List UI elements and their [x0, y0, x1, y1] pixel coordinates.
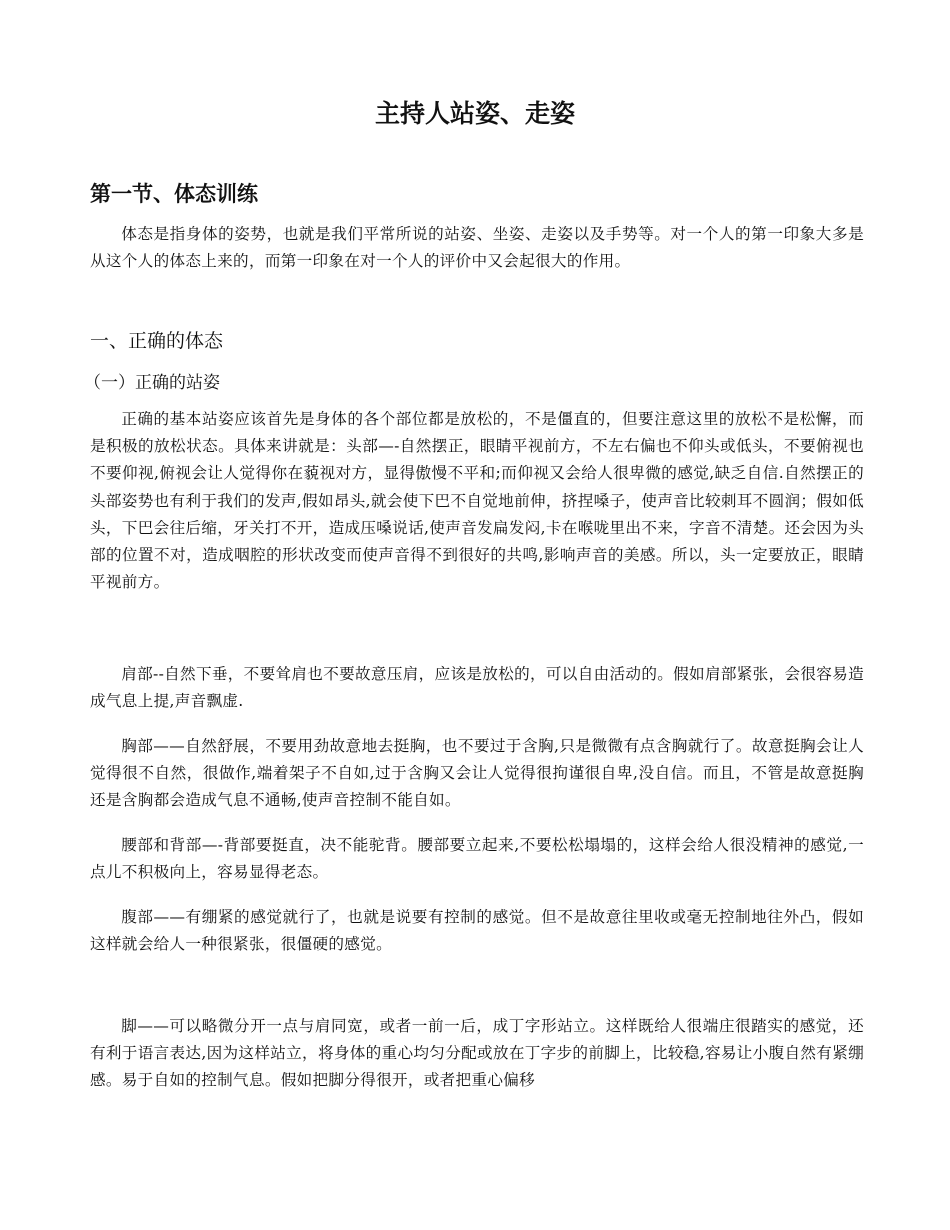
paragraph-shoulder: 肩部--自然下垂，不要耸肩也不要故意压肩，应该是放松的，可以自由活动的。假如肩部紧张，会很容易造成气息上提,声音飘虚. — [90, 665, 864, 711]
paragraph-head: 正确的基本站姿应该首先是身体的各个部位都是放松的，不是僵直的，但要注意这里的放松不是松懈，而是积极的放松状态。具体来讲就是：头部—-自然摆正，眼睛平视前方，不左右偏也不仰头或低头，不要俯视也不要仰视,俯视会让人觉得你在藐视对方，显得傲慢不平和;而仰视又会给人很卑微的感觉,缺乏自信.自然摆正的头部姿势也有利于我们的发声,假如昂头,就会使下巴不自觉地前伸，挤捏嗓子，使声音比较刺耳不圆润；假如低头，下巴会往后缩，牙关打不开，造成压嗓说话,使声音发扁发闷,卡在喉咙里出不来，字音不清楚。还会因为头部的位置不对，造成咽腔的形状改变而使声音得不到很好的共鸣,影响声音的美感。所以，头一定要放正，眼睛平视前方。 — [90, 410, 864, 592]
sub-subsection-heading: （一）正确的站姿 — [84, 373, 220, 393]
document-title: 主持人站姿、走姿 — [374, 99, 575, 128]
paragraph-chest: 胸部——自然舒展，不要用劲故意地去挺胸，也不要过于含胸,只是微微有点含胸就行了。故意挺胸会让人觉得很不自然，很做作,端着架子不自如,过于含胸又会让人觉得很拘谨很自卑,没自信。而且，不管是故意挺胸还是含胸都会造成气息不通畅,使声音控制不能自如。 — [90, 737, 864, 810]
intro-paragraph: 体态是指身体的姿势，也就是我们平常所说的站姿、坐姿、走姿以及手势等。对一个人的第一印象大多是从这个人的体态上来的，而第一印象在对一个人的评价中又会起很大的作用。 — [90, 225, 864, 271]
section-heading: 第一节、体态训练 — [90, 182, 258, 206]
paragraph-abdomen: 腹部——有绷紧的感觉就行了，也就是说要有控制的感觉。但不是故意往里收或毫无控制地往外凸，假如这样就会给人一种很紧张，很僵硬的感觉。 — [90, 908, 864, 954]
paragraph-waist-back: 腰部和背部—-背部要挺直，决不能驼背。腰部要立起来,不要松松塌塌的，这样会给人很没精神的感觉,一点儿不积极向上，容易显得老态。 — [90, 836, 864, 882]
subsection-heading: 一、正确的体态 — [90, 330, 224, 352]
paragraph-foot: 脚——可以略微分开一点与肩同宽，或者一前一后，成丁字形站立。这样既给人很端庄很踏实的感觉，还有利于语言表达,因为这样站立，将身体的重心均匀分配或放在丁字步的前脚上，比较稳,容易让小腹自然有紧绷感。易于自如的控制气息。假如把脚分得很开，或者把重心偏移 — [90, 1017, 864, 1090]
